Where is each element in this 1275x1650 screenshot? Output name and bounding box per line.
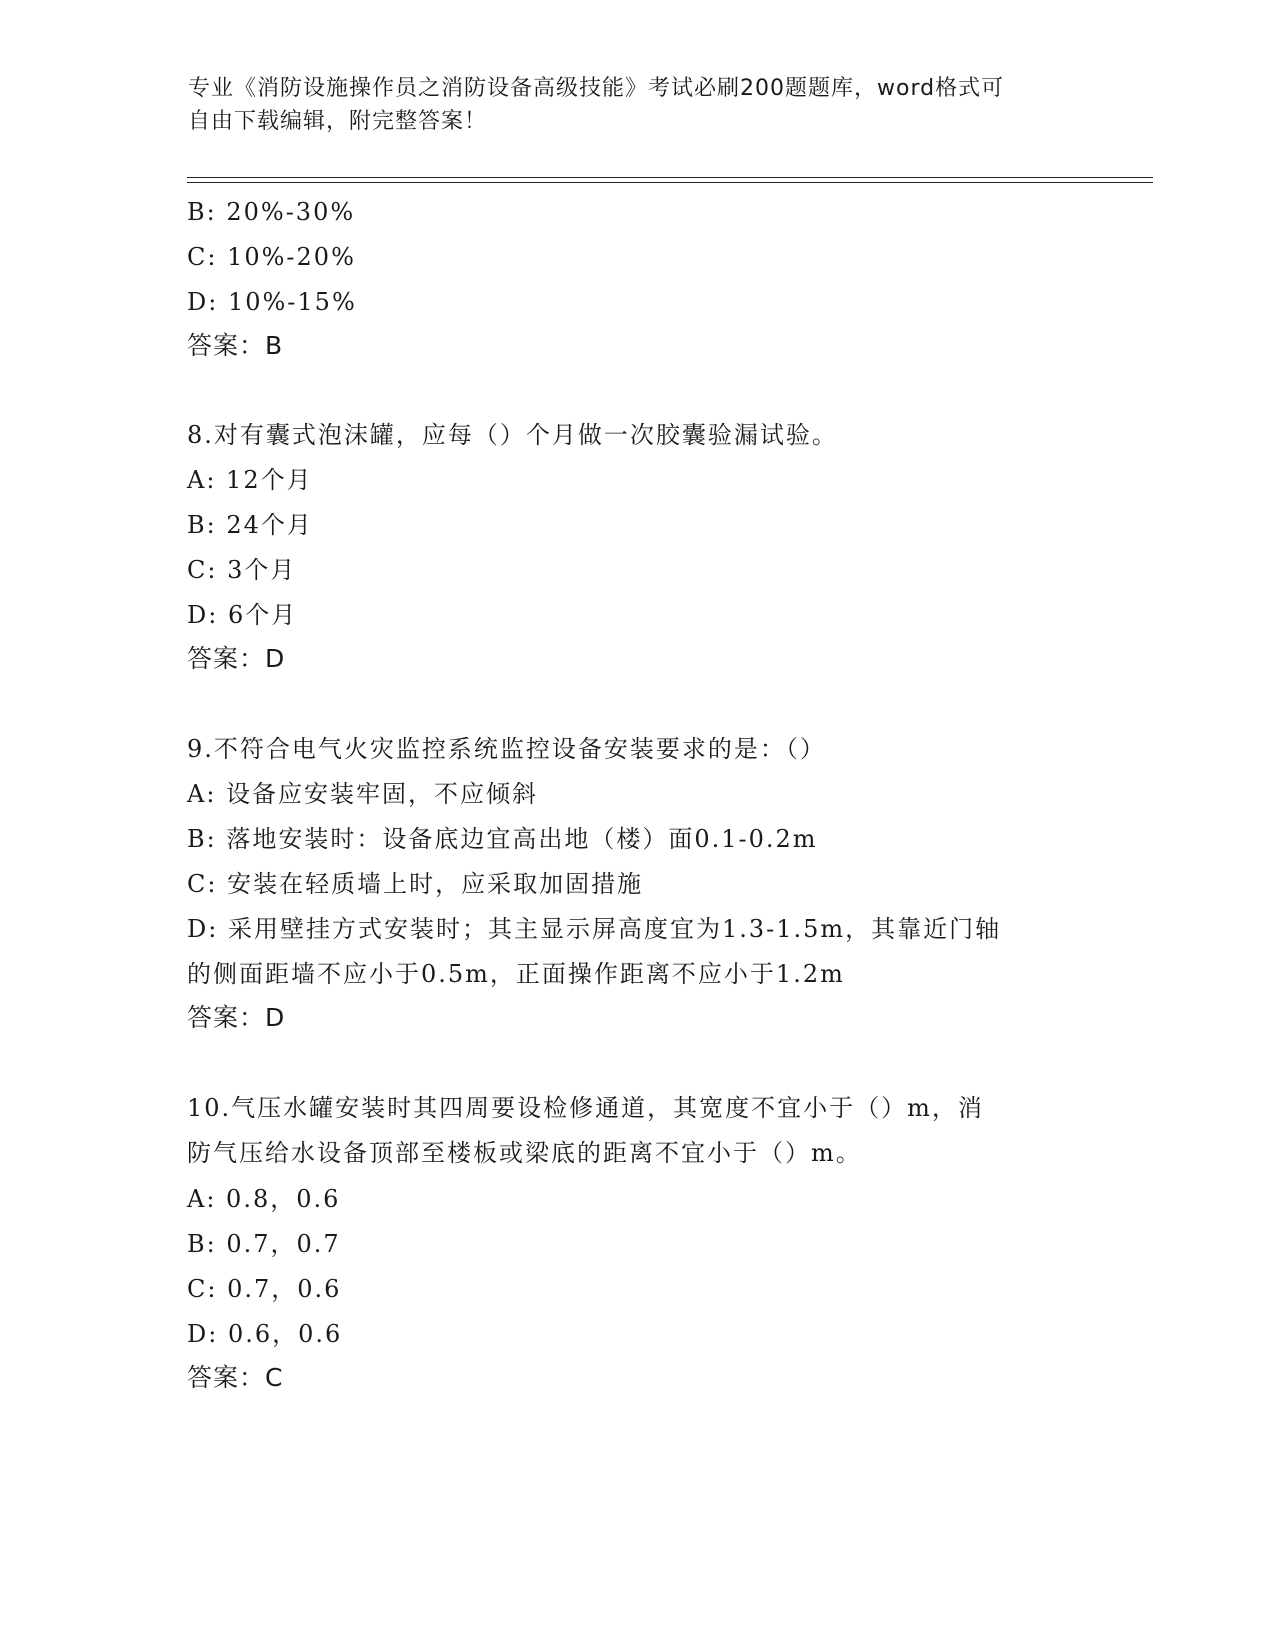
q8-option-c: C: 3个月 bbox=[187, 556, 297, 584]
q9-option-c: C: 安装在轻质墙上时，应采取加固措施 bbox=[187, 870, 644, 898]
q9-stem: 9.不符合电气火灾监控系统监控设备安装要求的是：（） bbox=[187, 735, 826, 763]
q9-option-d: D: 采用壁挂方式安装时；其主显示屏高度宜为1.3-1.5m，其靠近门轴 bbox=[187, 915, 1002, 943]
q9-answer: 答案：D bbox=[187, 1003, 286, 1032]
header-line-1: 专业《消防设施操作员之消防设备高级技能》考试必刷200题题库，word格式可 bbox=[188, 76, 1005, 101]
prev-option-c: C: 10%-20% bbox=[187, 243, 356, 271]
q8-option-b: B: 24个月 bbox=[187, 511, 313, 539]
q8-stem: 8.对有囊式泡沫罐，应每（）个月做一次胶囊验漏试验。 bbox=[187, 421, 838, 449]
q10-stem-line-1: 10.气压水罐安装时其四周要设检修通道，其宽度不宜小于（）m，消 bbox=[187, 1094, 984, 1122]
q10-option-d: D: 0.6，0.6 bbox=[187, 1320, 343, 1348]
prev-option-d: D: 10%-15% bbox=[187, 288, 357, 316]
q10-answer: 答案：C bbox=[187, 1363, 284, 1392]
q8-option-d: D: 6个月 bbox=[187, 601, 298, 629]
q9-option-a: A: 设备应安装牢固，不应倾斜 bbox=[187, 780, 539, 808]
header-line-2: 自由下载编辑，附完整答案！ bbox=[188, 109, 488, 134]
q8-answer: 答案：D bbox=[187, 644, 286, 673]
q10-stem-line-2: 防气压给水设备顶部至楼板或梁底的距离不宜小于（）m。 bbox=[187, 1139, 862, 1167]
document-header bbox=[188, 72, 1088, 138]
q9-option-b: B: 落地安装时：设备底边宜高出地（楼）面0.1-0.2m bbox=[187, 825, 818, 853]
q9-option-d-cont: 的侧面距墙不应小于0.5m，正面操作距离不应小于1.2m bbox=[187, 960, 845, 988]
q10-option-c: C: 0.7，0.6 bbox=[187, 1275, 342, 1303]
q10-option-a: A: 0.8，0.6 bbox=[187, 1185, 341, 1213]
header-divider-top bbox=[187, 177, 1153, 178]
prev-answer: 答案：B bbox=[187, 331, 284, 360]
q8-option-a: A: 12个月 bbox=[187, 466, 313, 494]
q10-option-b: B: 0.7，0.7 bbox=[187, 1230, 341, 1258]
header-divider-bottom bbox=[187, 182, 1153, 183]
prev-option-b: B: 20%-30% bbox=[187, 198, 356, 226]
